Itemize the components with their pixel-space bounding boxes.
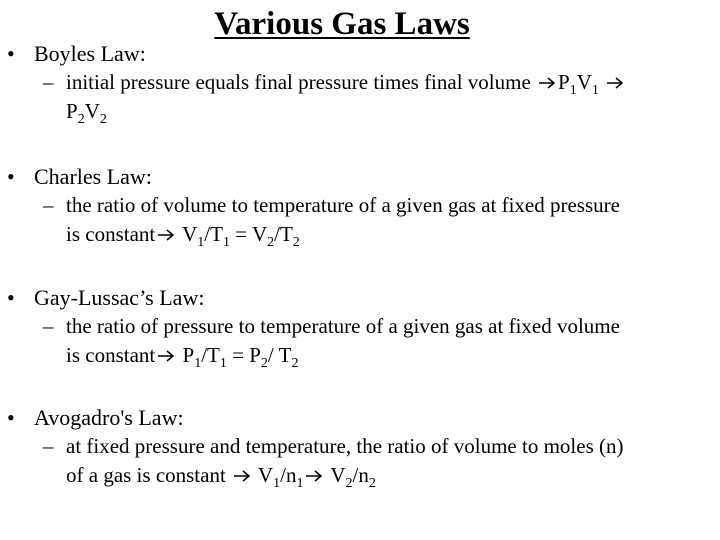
equation-avogadro-final: $V_2/n_2$ [330,463,376,491]
law-text-boyles: initial pressure equals final pressure times final volume [66,70,531,94]
bullet-icon: • [7,285,15,310]
law-charles [0,162,720,249]
law-text-charles-cont: is constant [66,222,156,246]
dash-icon: – [43,70,54,94]
right-arrow-icon [155,349,177,363]
equation-gay-lussac: $P_1/T_1 = P_2/$ $T_2$ [182,343,299,371]
law-description-boyles [66,68,706,97]
law-name-avogadro: Avogadro's Law: [34,405,184,430]
law-description-gay-lussac: the ratio of pressure to temperature of a given gas at fixed volume [66,314,620,338]
law-text-gay-lussac-cont: is constant [66,343,156,367]
equation-boyles-initial: $P_1V_1$ [558,70,599,98]
right-arrow-icon [303,469,325,483]
equation-boyles-final: $P_2V_2$ [66,99,107,127]
dash-icon: – [43,193,54,217]
slide-title-text: Various Gas Laws [214,6,470,42]
right-arrow-icon [155,228,177,242]
law-gay-lussac [0,283,720,370]
law-name-gay-lussac: Gay-Lussac’s Law: [34,285,205,310]
right-arrow-icon [604,76,626,90]
right-arrow-icon [231,469,253,483]
bullet-icon: • [7,41,15,66]
dash-icon: – [43,314,54,338]
slide-title [0,4,684,44]
law-description-charles: the ratio of volume to temperature of a given gas at fixed pressure [66,193,620,217]
law-name-boyles: Boyles Law: [34,41,146,66]
equation-charles: $V_1/T_1 = V_2/T_2$ [182,222,300,250]
right-arrow-icon [536,76,558,90]
dash-icon: – [43,434,54,458]
equation-avogadro-initial: $V_1/n_1$ [257,463,304,491]
law-text-avogadro-cont: of a gas is constant [66,463,226,487]
bullet-icon: • [7,164,15,189]
law-avogadro [0,403,720,490]
law-name-charles: Charles Law: [34,164,152,189]
law-description-avogadro: at fixed pressure and temperature, the ratio of volume to moles (n) [66,434,624,458]
law-boyles [0,39,720,126]
bullet-icon: • [7,405,15,430]
